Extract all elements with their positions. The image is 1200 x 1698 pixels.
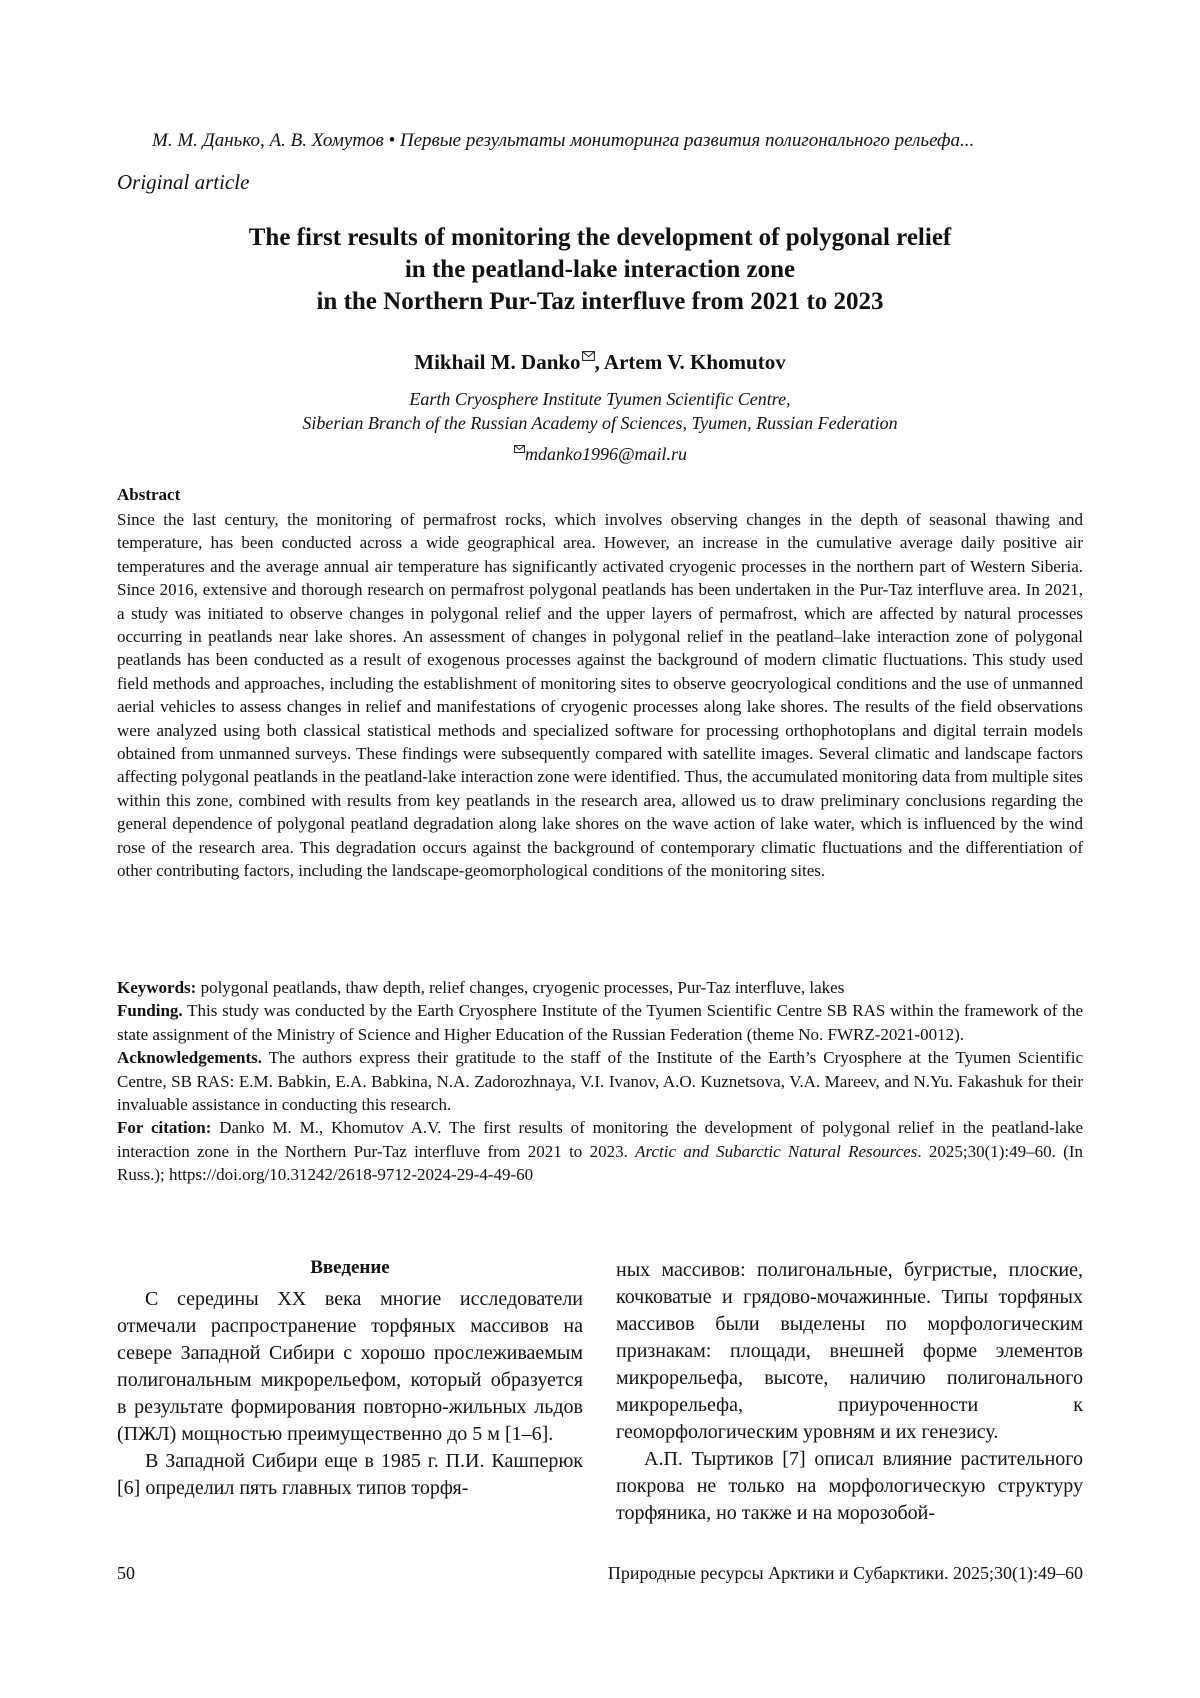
body-paragraph: ных массивов: полигональные, бугристые, плоские, кочковатые и грядово-мочажинные. Типы торфяных массивов были выделены по морфологическим признакам: площади, внешней форме элементов микрорельефа, высоте, наличию полигонального микрорельефа, приуроченности к геоморфологическим уровням и их генезису. xyxy=(616,1259,1083,1443)
title-line: in the peatland-lake interaction zone xyxy=(404,256,796,283)
acknowledgements-label: Acknowledgements. xyxy=(117,1048,262,1068)
keywords xyxy=(117,976,1083,999)
affiliation xyxy=(117,387,1083,466)
article-type: Original article xyxy=(117,170,250,194)
affiliation-line: Earth Cryosphere Institute Tyumen Scientific Centre, xyxy=(409,389,791,409)
body-paragraph: А.П. Тыртиков [7] описал влияние растительного покрова не только на морфологическую структуру торфяника, но также и на морозобой- xyxy=(616,1448,1083,1524)
running-head: М. М. Данько, А. В. Хомутов • Первые результаты мониторинга развития полигонального рельефа... xyxy=(152,130,975,151)
author-name: Mikhail M. Danko xyxy=(414,350,581,374)
citation-doi[interactable]: . 2025;30(1):49–60. (In Russ.); https://doi.org/10.31242/2618-9712-2024-29-4-49-60 xyxy=(117,1141,1084,1185)
author-email[interactable]: mdanko1996@mail.ru xyxy=(524,444,688,464)
keywords-label: Keywords: xyxy=(117,978,197,997)
email-line xyxy=(117,435,1083,466)
title-line: The first results of monitoring the development of polygonal relief xyxy=(248,224,952,251)
envelope-icon xyxy=(582,342,595,367)
citation-journal: Arctic and Subarctic Natural Resources xyxy=(635,1141,918,1161)
body-column-left xyxy=(117,1286,583,1502)
body-paragraph: С середины XX века многие исследователи отмечали распространение торфяных массивов на севере Западной Сибири с хорошо прослеживаемым полигональным микрорельефом, который образуется в результате формирования повторно-жильных льдов (ПЖЛ) мощностью преимущественно до 5 м [1–6]. xyxy=(117,1288,583,1445)
citation-text: Danko M. M., Khomutov A.V. The first results of monitoring the development of polygonal relief in the peatland-lake interaction zone in the Northern Pur-Taz interfluve from 2021 to 2023. xyxy=(117,1118,1083,1161)
funding xyxy=(117,999,1083,1046)
footer-journal: Природные ресурсы Арктики и Субарктики. 2025;30(1):49–60 xyxy=(607,1563,1083,1583)
author-name: , Artem V. Khomutov xyxy=(594,350,786,374)
envelope-icon xyxy=(514,435,525,459)
acknowledgements xyxy=(117,1046,1083,1116)
article-metadata xyxy=(117,976,1083,1187)
page-number: 50 xyxy=(117,1563,135,1583)
affiliation-line: Siberian Branch of the Russian Academy of Sciences, Tyumen, Russian Federation xyxy=(302,413,898,433)
acknowledgements-text: The authors express their gratitude to the staff of the Institute of the Earth’s Cryosphere at the Tyumen Scientific Centre, SB RAS: E.M. Babkin, E.A. Babkina, N.A. Zadorozhnaya, V.I. Ivanov, A.O. Kuznetsova, V.A. Mareev, and N.Yu. Fakashuk for their invaluable assistance in conducting this research. xyxy=(117,1048,1083,1115)
article-title xyxy=(117,222,1083,318)
body-paragraph: В Западной Сибири еще в 1985 г. П.И. Кашперюк [6] определил пять главных типов торфя- xyxy=(117,1450,583,1499)
funding-label: Funding. xyxy=(117,1001,183,1021)
intro-heading: Введение xyxy=(310,1257,390,1278)
title-line: in the Northern Pur-Taz interfluve from 2021 to 2023 xyxy=(316,288,884,315)
authors xyxy=(117,342,1083,375)
keywords-text: polygonal peatlands, thaw depth, relief changes, cryogenic processes, Pur-Taz interfluve, lakes xyxy=(196,978,845,997)
abstract-text: Since the last century, the monitoring of permafrost rocks, which involves observing changes in the depth of seasonal thawing and temperature, has been conducted across a wide geographical area. However, an increase in the cumulative average daily positive air temperatures and the average annual air temperature has significantly activated cryogenic processes in the northern part of Western Siberia. Since 2016, extensive and thorough research on permafrost polygonal peatlands has been undertaken in the Pur-Taz interfluve area. In 2021, a study was initiated to observe changes in polygonal relief and the upper layers of permafrost, which are affected by natural processes occurring in peatlands near lake shores. An assessment of changes in polygonal relief in the peatland–lake interaction zone of polygonal peatlands has been conducted as a result of exogenous processes against the background of modern climatic fluctuations. This study used field methods and approaches, including the establishment of monitoring sites to observe geocryological conditions and the use of unmanned aerial vehicles to assess changes in relief and manifestations of cryogenic processes along lake shores. The results of the field observations were analyzed using both classical statistical methods and specialized software for processing orthophotoplans and digital terrain models obtained from unmanned surveys. These findings were subsequently compared with satellite images. Several climatic and landscape factors affecting polygonal peatlands in the peatland-lake interaction zone were identified. Thus, the accumulated monitoring data from multiple sites within this zone, combined with results from key peatlands in the research area, allowed us to draw preliminary conclusions regarding the general dependence of polygonal peatland degradation along lake shores on the wave action of lake water, which is influenced by the wind rose of the research area. This degradation occurs against the background of contemporary climatic fluctuations and the differentiation of other contributing factors, including the landscape-geomorphological conditions of the monitoring sites. xyxy=(117,510,1083,881)
body-column-right xyxy=(616,1257,1083,1527)
citation-label: For citation: xyxy=(117,1118,212,1138)
funding-text: This study was conducted by the Earth Cryosphere Institute of the Tyumen Scientific Centre SB RAS within the framework of the state assignment of the Ministry of Science and Higher Education of the Russian Federation (theme No. FWRZ-2021-0012). xyxy=(117,1001,1083,1044)
citation xyxy=(117,1116,1083,1186)
abstract-heading: Abstract xyxy=(117,485,181,504)
